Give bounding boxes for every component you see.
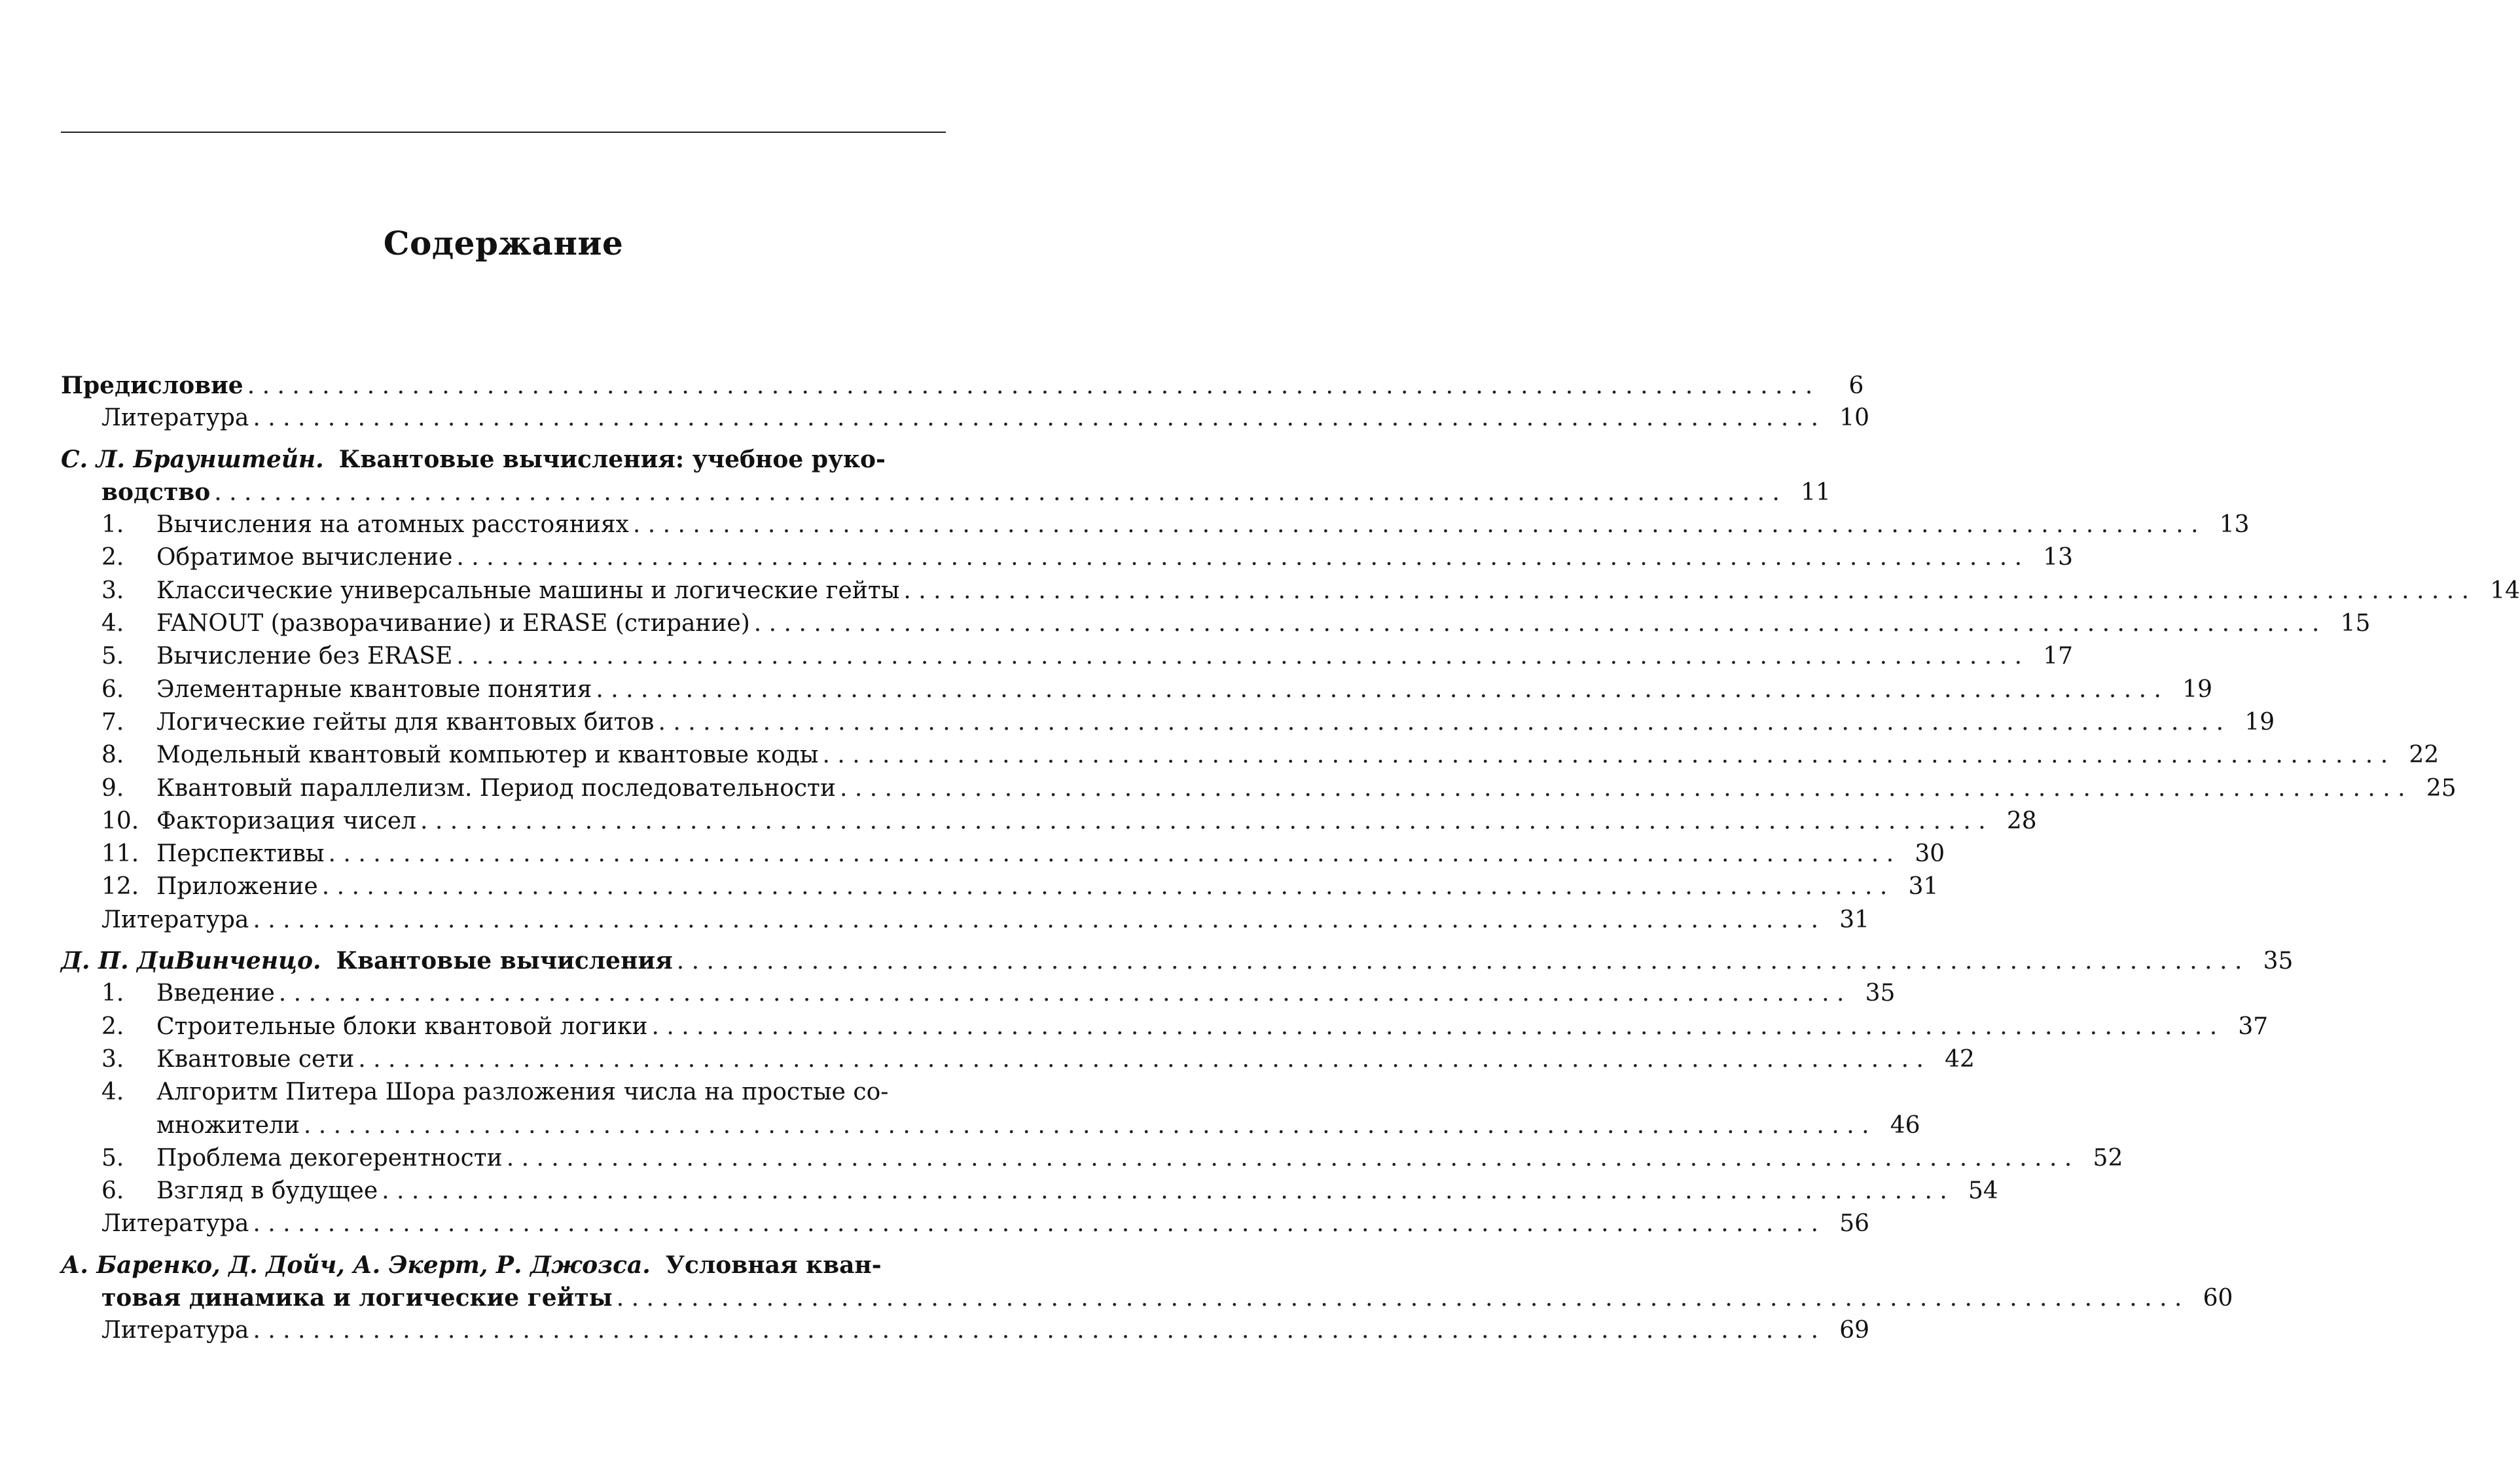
toc-page-number: 13 [2043,544,2074,571]
toc-section-entry[interactable] [61,1079,946,1111]
section-label-cont: множители [156,1111,300,1139]
toc-entry-divincenzo-literature[interactable] [61,1210,1870,1243]
toc-leader-dots [677,948,2242,975]
chapter-title: Квантовые вычисления: учебное руко- [338,445,886,473]
toc-section-entry[interactable] [61,807,2037,840]
section-number: 8. [101,742,124,769]
section-number: 6. [101,675,124,703]
chapter-title-cont: водство [101,478,211,506]
toc-page-number: 52 [2093,1144,2123,1172]
toc-leader-dots [420,808,1986,834]
toc-page-number: 56 [1839,1210,1870,1238]
toc-section-entry[interactable] [61,675,2212,709]
toc-leader-dots [358,1046,1924,1073]
toc-page-number: 11 [1801,478,1831,506]
toc-section-entry-cont[interactable] [61,1111,1920,1145]
toc-leader-dots [596,676,2161,703]
chapter-title: Квантовые вычисления [336,947,673,975]
chapter-author: С. Л. Браунштейн. [61,445,324,473]
toc-page-number: 17 [2043,643,2074,670]
toc-section-entry[interactable] [61,840,1945,873]
section-number: 6. [101,1177,124,1205]
section-number: 5. [101,643,124,670]
toc-page-number: 22 [2409,742,2439,769]
toc-page-number: 30 [1915,840,1945,868]
toc-chapter-barenco-line1[interactable] [61,1251,946,1284]
toc-page-number: 54 [1968,1177,1998,1205]
toc-section-entry[interactable] [61,708,2275,742]
section-label: Проблема декогерентности [156,1144,503,1172]
toc-leader-dots [247,372,1813,399]
section-label: Факторизация чисел [156,807,417,834]
section-label: Квантовый параллелизм. Период последовательности [156,774,836,802]
toc-section-entry[interactable] [61,742,2439,774]
toc-section-entry[interactable] [61,980,1896,1013]
section-number: 11. [101,840,139,868]
section-label: Квантовые сети [156,1045,355,1073]
toc-section-entry[interactable] [61,774,2457,808]
toc-section-entry[interactable] [61,643,2074,675]
section-number: 2. [101,1013,124,1040]
toc-leader-dots [633,511,2199,538]
toc-section-entry[interactable] [61,1144,2123,1177]
toc-leader-dots [214,479,1780,506]
toc-chapter-barenco-line2[interactable] [61,1284,2233,1317]
section-label: Приложение [156,873,318,901]
toc-page-number: 42 [1945,1045,1975,1073]
toc-entry-label: Литература [101,1210,249,1238]
toc-leader-dots [903,577,2469,604]
toc-page-number: 46 [1890,1111,1920,1139]
section-number: 10. [101,807,139,834]
toc-entry-preface-literature[interactable] [61,404,1870,437]
toc-entry-braunstein-literature[interactable] [61,906,1870,939]
section-number: 12. [101,873,139,901]
toc-leader-dots [658,709,2223,736]
toc-section-entry[interactable] [61,1045,1975,1079]
section-label: Элементарные квантовые понятия [156,675,592,703]
toc-section-entry[interactable] [61,610,2371,643]
toc-section-entry[interactable] [61,1177,1998,1210]
toc-leader-dots [253,906,1818,933]
toc-entry-barenco-literature[interactable] [61,1317,1870,1350]
section-label: Логические гейты для квантовых битов [156,708,655,736]
toc-leader-dots [840,775,2405,802]
section-number: 1. [101,980,124,1007]
toc-leader-dots [382,1177,1947,1204]
toc-leader-dots [279,980,1845,1007]
section-label: Вычисление без ERASE [156,643,453,670]
toc-leader-dots [456,544,2022,571]
toc-leader-dots [822,742,2388,768]
toc-leader-dots [456,643,2022,670]
toc-leader-dots [329,840,1894,867]
section-label: FANOUT (разворачивание) и ERASE (стирание) [156,610,750,637]
toc-leader-dots [253,1210,1818,1237]
toc-page-number: 15 [2340,610,2371,637]
section-label: Вычисления на атомных расстояниях [156,511,629,539]
toc-leader-dots [253,404,1818,431]
section-label: Модельный квантовый компьютер и квантовые коды [156,742,819,769]
toc-section-entry[interactable] [61,511,2250,544]
toc-leader-dots [253,1317,1818,1344]
toc-page-number: 10 [1839,404,1870,432]
toc-page-number: 19 [2182,675,2212,703]
section-number: 2. [101,544,124,571]
section-number: 3. [101,1045,124,1073]
toc-leader-dots [507,1145,2072,1172]
toc-page-number: 37 [2238,1013,2269,1040]
toc-leader-dots [754,610,2320,637]
toc-leader-dots [617,1285,2182,1312]
section-label: Взгляд в будущее [156,1177,378,1205]
toc-page-number: 13 [2219,511,2250,539]
toc-entry-label: Литература [101,1317,249,1344]
chapter-author: А. Баренко, Д. Дойч, А. Экерт, Р. Джозса. [61,1251,651,1279]
toc-leader-dots [304,1112,1869,1139]
toc-entry-label: Литература [101,404,249,432]
toc-page-number: 14 [2490,577,2520,604]
toc-page-number: 35 [2263,948,2294,975]
toc-entry-preface[interactable] [61,372,1864,404]
toc-entry-label: Предисловие [61,372,243,399]
toc-chapter-braunstein-line2[interactable] [61,478,1831,511]
section-number: 9. [101,774,124,802]
chapter-title: Условная кван- [665,1251,882,1279]
section-number: 4. [101,610,124,637]
toc-section-entry[interactable] [61,544,2074,577]
toc-section-entry[interactable] [61,873,1939,906]
toc-entry-label: Литература [101,906,249,933]
toc-page-number: 31 [1839,906,1870,933]
toc-section-entry[interactable] [61,1013,2269,1046]
toc-chapter-braunstein-line1[interactable] [61,446,946,478]
section-label: Обратимое вычисление [156,544,453,571]
page-title: Содержание [383,224,624,262]
toc-page-number: 35 [1865,980,1896,1007]
section-label: Классические универсальные машины и логические гейты [156,577,900,604]
toc-page-number: 25 [2426,774,2457,802]
section-number: 4. [101,1079,124,1106]
toc-page-number: 6 [1848,372,1864,399]
toc-page-number: 28 [2006,807,2037,834]
section-label: Перспективы [156,840,325,868]
table-of-contents [61,372,2520,1350]
section-number: 1. [101,511,124,539]
chapter-author: Д. П. ДиВинченцо. [61,947,321,975]
top-rule [61,132,946,133]
section-label: Алгоритм Питера Шора разложения числа на простые со- [156,1079,889,1106]
toc-leader-dots [322,873,1888,900]
toc-page-number: 19 [2244,708,2275,736]
section-number: 5. [101,1144,124,1172]
toc-page-number: 69 [1839,1317,1870,1344]
section-label: Строительные блоки квантовой логики [156,1013,648,1040]
chapter-title-cont: товая динамика и логические гейты [101,1284,613,1312]
section-label: Введение [156,980,275,1007]
section-number: 7. [101,708,124,736]
toc-chapter-divincenzo[interactable] [61,947,2294,980]
toc-page-number: 60 [2203,1285,2233,1312]
section-number: 3. [101,577,124,604]
toc-page-number: 31 [1908,873,1939,901]
toc-leader-dots [652,1013,2218,1040]
toc-section-entry[interactable] [61,577,2520,610]
